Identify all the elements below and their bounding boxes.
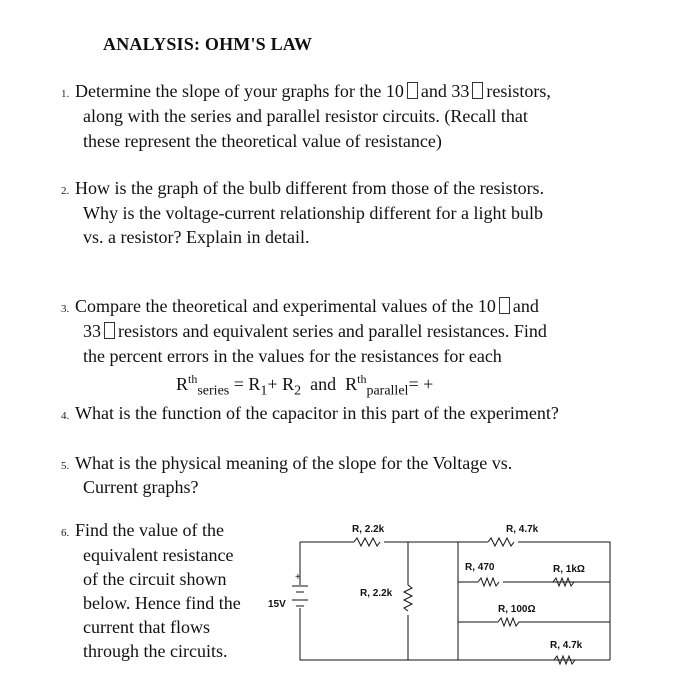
q3-text-a: Compare the theoretical and experimental values of the 10: [75, 296, 496, 316]
question-1-number: 1.: [61, 88, 70, 100]
question-3-number: 3.: [61, 303, 70, 315]
formula-r-parallel: R: [345, 374, 358, 394]
resistor-r3-zigzag: [478, 578, 499, 586]
resistor-r6-zigzag: [498, 618, 610, 626]
formula-equals-plus: = +: [408, 374, 434, 394]
question-2-line-2: Why is the voltage-current relationship different for a light bulb: [83, 203, 544, 223]
q3-text-b: and: [512, 296, 539, 316]
missing-glyph-box: [104, 322, 115, 339]
missing-glyph-box: [407, 82, 418, 99]
question-3-line-1: [75, 294, 539, 318]
question-5-number: 5.: [61, 460, 70, 472]
resistor-r4-zigzag: [488, 538, 514, 546]
formula-sub-2: 2: [294, 383, 302, 399]
question-5-line-1: What is the physical meaning of the slope for the Voltage vs.: [75, 453, 513, 473]
question-6-line-1: Find the value of the: [75, 520, 224, 540]
question-3-line-2: [83, 319, 547, 343]
page-title: ANALYSIS: OHM'S LAW: [103, 34, 313, 54]
resistor-r6-label: R, 100Ω: [498, 604, 536, 615]
formula-sup-th: th: [188, 372, 198, 386]
source-label: 15V: [268, 599, 286, 610]
question-5-line-2: Current graphs?: [83, 477, 199, 497]
source-plus-sign: +: [295, 572, 301, 583]
question-6-line-6: through the circuits.: [83, 641, 228, 661]
resistor-r2-zigzag: [404, 585, 412, 611]
question-2-line-1: How is the graph of the bulb different from those of the resistors.: [75, 178, 545, 198]
formula-and: and: [310, 374, 337, 394]
q3-text-c: 33: [83, 321, 101, 341]
question-6-number: 6.: [61, 527, 70, 539]
missing-glyph-box: [472, 82, 483, 99]
q1-text-b: and 33: [420, 81, 470, 101]
question-6-line-2: equivalent resistance: [83, 545, 234, 565]
question-4-number: 4.: [61, 410, 70, 422]
question-1-line-2: along with the series and parallel resistor circuits. (Recall that: [83, 106, 528, 126]
question-2-number: 2.: [61, 185, 70, 197]
q1-text-c: resistors,: [486, 81, 551, 101]
question-3-line-3: the percent errors in the values for the resistances for each: [83, 346, 502, 366]
resistor-r7-label: R, 4.7k: [550, 640, 583, 651]
missing-glyph-box: [499, 297, 510, 314]
formula-sub-series: series: [197, 383, 230, 399]
question-4-line-1: What is the function of the capacitor in this part of the experiment?: [75, 403, 559, 423]
resistor-r2-label: R, 2.2k: [360, 588, 393, 599]
resistor-r1-zigzag: [354, 538, 380, 546]
question-6-line-4: below. Hence find the: [83, 593, 241, 613]
formula-sub-parallel: parallel: [366, 383, 409, 399]
question-6-line-3: of the circuit shown: [83, 569, 227, 589]
q3-text-d: resistors and equivalent series and parallel resistances. Find: [118, 321, 547, 341]
formula-plus-r: + R: [267, 374, 295, 394]
circuit-diagram: [268, 520, 618, 670]
resistor-r4-label: R, 4.7k: [506, 524, 539, 535]
question-2-line-3: vs. a resistor? Explain in detail.: [83, 227, 310, 247]
resistor-r1-label: R, 2.2k: [352, 524, 385, 535]
resistor-r3-label: R, 470: [465, 562, 495, 573]
wire-bottom: [300, 608, 610, 660]
formula-sub-1: 1: [260, 383, 268, 399]
question-1-line-3: these represent the theoretical value of resistance): [83, 131, 442, 151]
q1-text-a: Determine the slope of your graphs for the 10: [75, 81, 404, 101]
question-1-line-1: [75, 79, 551, 103]
formula-r-series: R: [176, 374, 189, 394]
question-6-line-5: current that flows: [83, 617, 210, 637]
formula-equals-r: = R: [229, 374, 261, 394]
formula-sup-th: th: [357, 372, 367, 386]
resistor-r5-label: R, 1kΩ: [553, 564, 585, 575]
resistance-formula: [176, 372, 433, 400]
